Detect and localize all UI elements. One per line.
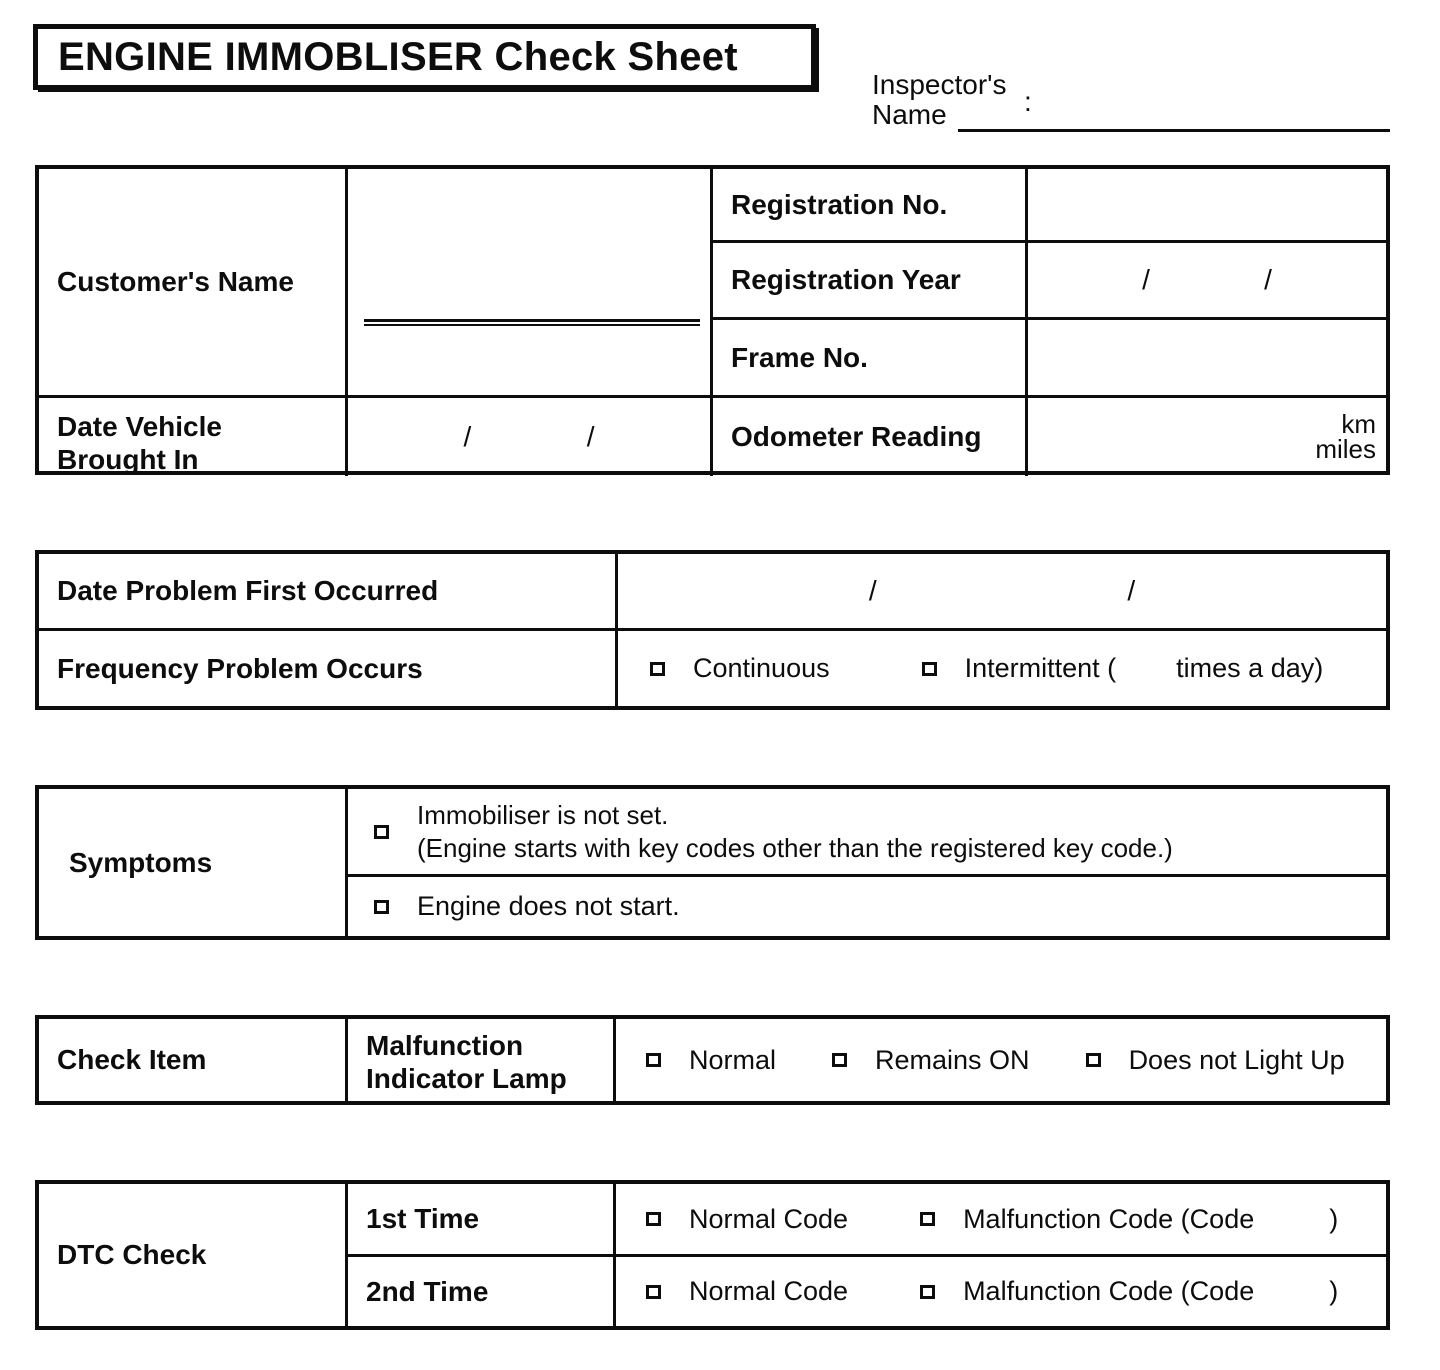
frequency-problem-label: Frequency Problem Occurs [39,631,618,706]
date-slash: / [463,421,472,452]
date-slash: / [1264,264,1272,295]
odometer-unit-miles: miles [1315,434,1376,464]
date-slash: / [586,421,595,452]
date-vehicle-label-line2: Brought In [57,444,199,475]
dtc1-malfunction-code-label: Malfunction Code (Code ) [963,1203,1339,1234]
problem-table [35,550,1390,710]
immobiliser-not-set-text [417,799,1173,865]
dtc-2nd-time-options [616,1257,1386,1326]
mil-does-not-light-checkbox[interactable] [1086,1053,1101,1067]
symptoms-table [35,785,1390,940]
registration-no-label: Registration No. [713,169,1028,243]
mil-normal-checkbox[interactable] [646,1053,661,1067]
mil-does-not-light-label: Does not Light Up [1128,1044,1345,1075]
customer-name-underline [364,319,700,326]
customer-name-label: Customer's Name [39,169,348,398]
mil-normal-label: Normal [689,1044,777,1075]
symptom-row-immobiliser [348,789,1386,877]
dtc-2nd-time-label: 2nd Time [348,1257,616,1326]
dtc2-malfunction-code-label: Malfunction Code (Code ) [963,1276,1339,1306]
immobiliser-not-set-checkbox[interactable] [374,825,389,839]
customer-name-input[interactable] [348,169,713,398]
vehicle-info-table [35,165,1390,475]
inspector-name-field [872,70,1390,132]
mil-label-line2: Indicator Lamp [366,1063,567,1094]
mil-option-does-not-light [1086,1045,1345,1076]
dtc2-normal-code-checkbox[interactable] [646,1285,661,1299]
continuous-label: Continuous [693,653,830,683]
odometer-reading-label: Odometer Reading [713,398,1028,476]
inspector-label-line2: Name [872,99,947,130]
dtc2-malfunction-code-checkbox[interactable] [920,1285,935,1299]
dtc2-option-malfunction-code [920,1276,1338,1307]
mil-label-line1: Malfunction [366,1030,524,1061]
frequency-option-continuous [650,653,830,684]
odometer-reading-input[interactable] [1028,398,1386,476]
inspector-label-line1: Inspector's [872,69,1007,100]
dtc1-normal-code-checkbox[interactable] [646,1212,661,1226]
engine-not-start-checkbox[interactable] [374,900,389,914]
symptom-line2: (Engine starts with key codes other than the registered key code.) [417,832,1173,863]
dtc-1st-time-options [616,1184,1386,1257]
page-title [33,24,816,90]
malfunction-indicator-lamp-label [348,1019,616,1101]
mil-remains-on-label: Remains ON [875,1044,1030,1075]
frequency-option-intermittent [922,653,1324,684]
mil-option-remains-on [832,1045,1030,1076]
registration-no-input[interactable] [1028,169,1386,243]
dtc-1st-time-label: 1st Time [348,1184,616,1257]
dtc2-option-normal-code [646,1276,848,1307]
frame-no-input[interactable] [1028,320,1386,398]
dtc-check-label: DTC Check [39,1184,348,1326]
symptom-row-engine [348,877,1386,936]
engine-not-start-text: Engine does not start. [417,891,680,921]
dtc2-normal-code-label: Normal Code [689,1276,849,1306]
intermittent-checkbox[interactable] [922,662,937,676]
date-problem-input[interactable] [618,554,1386,631]
page-title-text: ENGINE IMMOBLISER Check Sheet [58,34,738,79]
dtc1-malfunction-code-checkbox[interactable] [920,1212,935,1226]
dtc1-normal-code-label: Normal Code [689,1203,849,1234]
dtc1-option-normal-code [646,1204,848,1235]
dtc1-option-malfunction-code [920,1204,1338,1235]
symptoms-label: Symptoms [39,789,348,936]
date-slash: / [1142,264,1150,295]
frequency-options [618,631,1386,706]
date-vehicle-label-line1: Date Vehicle [57,411,222,442]
mil-options [616,1019,1386,1101]
inspector-name-input-line[interactable] [958,129,1390,132]
continuous-checkbox[interactable] [650,662,665,676]
symptom-line1: Immobiliser is not set. [417,799,669,830]
registration-year-label: Registration Year [713,243,1028,320]
date-slash: / [1127,575,1136,606]
check-item-label: Check Item [39,1019,348,1101]
date-slash: / [868,575,877,606]
registration-year-input[interactable] [1028,243,1386,320]
intermittent-label: Intermittent ( times a day) [964,653,1324,683]
date-problem-label: Date Problem First Occurred [39,554,618,631]
odometer-unit-km: km [1341,409,1376,439]
date-vehicle-brought-label [39,398,348,476]
odometer-units [1315,409,1376,464]
inspector-name-label [872,70,1007,130]
frame-no-label: Frame No. [713,320,1028,398]
dtc-check-table [35,1180,1390,1330]
date-vehicle-brought-input[interactable] [348,398,713,476]
mil-remains-on-checkbox[interactable] [832,1053,847,1067]
check-item-table [35,1015,1390,1105]
mil-option-normal [646,1045,776,1076]
inspector-colon: : [1024,86,1032,117]
